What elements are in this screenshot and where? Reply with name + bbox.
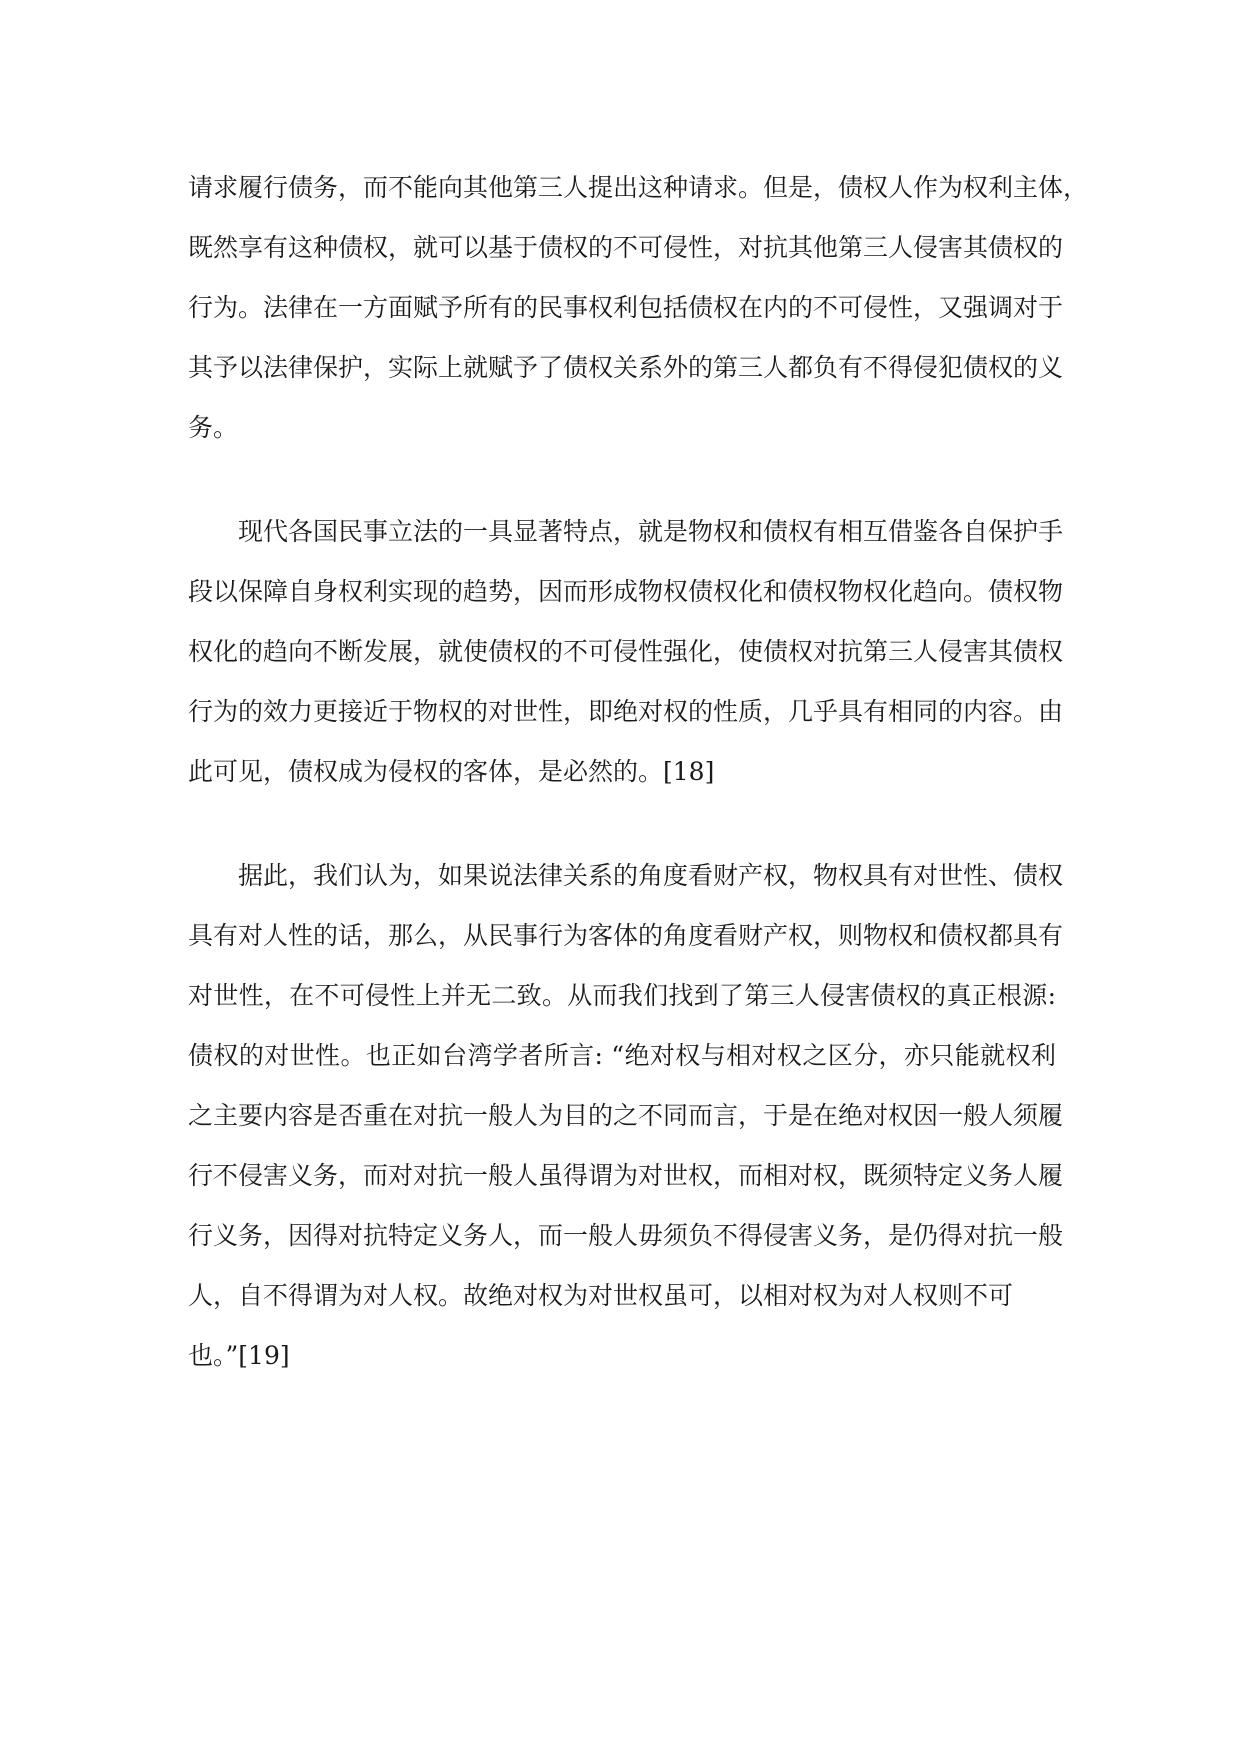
text-line: 务。 [188, 413, 239, 442]
text-line: 对世性，在不可侵性上并无二致。从而我们找到了第三人侵害债权的真正根源: [188, 981, 1056, 1010]
text-line: 权化的趋向不断发展，就使债权的不可侵性强化，使债权对抗第三人侵害其债权 [188, 637, 1064, 666]
text-line: 既然享有这种债权，就可以基于债权的不可侵性，对抗其他第三人侵害其债权的 [188, 233, 1064, 262]
text-line: 请求履行债务，而不能向其他第三人提出这种请求。但是，债权人作为权利主体， [188, 173, 1089, 202]
text-line: 现代各国民事立法的一具显著特点，就是物权和债权有相互借鉴各自保护手 [238, 517, 1064, 546]
document-page [188, 158, 1089, 1386]
text-line: 行义务，因得对抗特定义务人，而一般人毋须负不得侵害义务，是仍得对抗一般 [188, 1221, 1064, 1250]
text-line: 行不侵害义务，而对对抗一般人虽得谓为对世权，而相对权，既须特定义务人履 [188, 1161, 1064, 1190]
text-line: 具有对人性的话，那么，从民事行为客体的角度看财产权，则物权和债权都具有 [188, 921, 1064, 950]
text-line: 此可见，债权成为侵权的客体，是必然的。[18] [188, 757, 715, 786]
text-line: 之主要内容是否重在对抗一般人为目的之不同而言，于是在绝对权因一般人须履 [188, 1101, 1064, 1130]
text-line: 人，自不得谓为对人权。故绝对权为对世权虽可，以相对权为对人权则不可 [188, 1281, 1014, 1310]
text-line: 行为。法律在一方面赋予所有的民事权利包括债权在内的不可侵性，又强调对于 [188, 293, 1064, 322]
paragraph-3 [188, 846, 1064, 1386]
text-line: 也。”[19] [188, 1341, 290, 1370]
paragraph-1 [188, 158, 1089, 458]
paragraph-gap [188, 802, 1056, 846]
text-line: 据此，我们认为，如果说法律关系的角度看财产权，物权具有对世性、债权 [238, 861, 1064, 890]
text-line: 行为的效力更接近于物权的对世性，即绝对权的性质，几乎具有相同的内容。由 [188, 697, 1064, 726]
text-line: 段以保障自身权利实现的趋势，因而形成物权债权化和债权物权化趋向。债权物 [188, 577, 1064, 606]
paragraph-gap [188, 458, 1056, 502]
text-line: 其予以法律保护，实际上就赋予了债权关系外的第三人都负有不得侵犯债权的义 [188, 353, 1064, 382]
text-line: 债权的对世性。也正如台湾学者所言: “绝对权与相对权之区分，亦只能就权利 [188, 1041, 1056, 1070]
paragraph-2 [188, 502, 1064, 802]
